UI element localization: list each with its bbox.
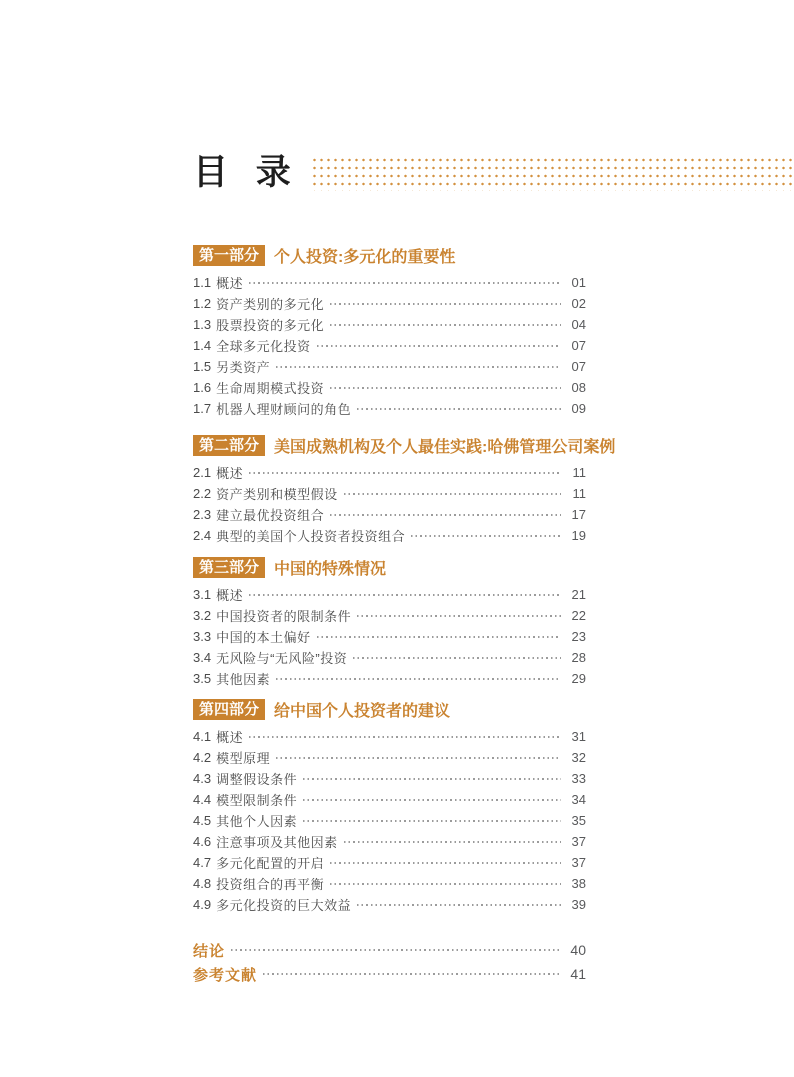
toc-entry[interactable] (193, 272, 586, 293)
toc-entry[interactable] (193, 668, 586, 689)
entry-number: 4.6 (193, 834, 212, 849)
toc-entry[interactable] (193, 377, 586, 398)
toc-entry[interactable] (193, 768, 586, 789)
dot-leader (276, 366, 561, 368)
dot-leader (276, 678, 561, 680)
entry-label: 中国的本土偏好 (216, 630, 311, 645)
section-1-part-chip: 第一部分 (193, 245, 265, 266)
entry-label: 典型的美国个人投资者投资组合 (216, 529, 406, 544)
entry-label: 全球多元化投资 (216, 339, 311, 354)
entry-page: 21 (571, 587, 586, 602)
entry-label: 资产类别的多元化 (216, 297, 325, 312)
entry-page: 19 (571, 528, 586, 543)
entry-page: 01 (571, 275, 586, 290)
entry-number: 3.4 (193, 650, 212, 665)
entry-page: 22 (571, 608, 586, 623)
dot-leader (357, 408, 561, 410)
dot-leader (357, 904, 561, 906)
dot-leader (231, 949, 561, 951)
section-4-part-chip: 第四部分 (193, 699, 265, 720)
entry-label: 中国投资者的限制条件 (216, 609, 352, 624)
toc-entry[interactable] (193, 747, 586, 768)
section-3-title: 中国的特殊情况 (274, 561, 387, 578)
entry-label: 其他个人因素 (216, 814, 298, 829)
toc-entry[interactable] (193, 462, 586, 483)
entry-page: 11 (572, 465, 586, 480)
section-2-part-chip: 第二部分 (193, 435, 265, 456)
toc-entry[interactable] (193, 398, 586, 419)
entry-label: 资产类别和模型假设 (216, 487, 338, 502)
toc-entry-conclusion[interactable] (193, 938, 586, 962)
entry-label: 多元化配置的开启 (216, 856, 325, 871)
toc-entry[interactable] (193, 504, 586, 525)
entry-page: 34 (571, 792, 586, 807)
section-4-header (193, 699, 586, 720)
toc-entry[interactable] (193, 314, 586, 335)
dot-leader (330, 324, 561, 326)
entry-number: 2.3 (193, 507, 212, 522)
section-3-header (193, 557, 586, 578)
entry-number: 2.4 (193, 528, 212, 543)
toc-entry[interactable] (193, 726, 586, 747)
toc-section-1 (193, 245, 586, 419)
toc-section-4 (193, 699, 586, 915)
entry-number: 1.4 (193, 338, 212, 353)
toc-content (193, 148, 794, 986)
toc-entry[interactable] (193, 626, 586, 647)
dot-leader (249, 282, 561, 284)
toc-entry[interactable] (193, 584, 586, 605)
entry-page: 07 (571, 338, 586, 353)
dot-leader (411, 535, 561, 537)
entry-page: 02 (571, 296, 586, 311)
toc-entry[interactable] (193, 647, 586, 668)
entry-page: 40 (570, 942, 586, 958)
toc-entry-references[interactable] (193, 962, 586, 986)
section-1-header (193, 245, 586, 266)
entry-number: 2.1 (193, 465, 212, 480)
toc-section-3 (193, 557, 586, 689)
entry-number: 3.2 (193, 608, 212, 623)
entry-label: 多元化投资的巨大效益 (216, 898, 352, 913)
toc-entry[interactable] (193, 894, 586, 915)
entry-page: 08 (571, 380, 586, 395)
dot-leader (330, 303, 561, 305)
section-3-part-chip: 第三部分 (193, 557, 265, 578)
entry-label: 模型限制条件 (216, 793, 298, 808)
entry-label: 参考文献 (193, 966, 258, 984)
dot-leader (303, 820, 561, 822)
entry-label: 调整假设条件 (216, 772, 298, 787)
toc-entry[interactable] (193, 852, 586, 873)
entry-number: 1.1 (193, 275, 212, 290)
dot-leader (317, 636, 561, 638)
entry-number: 4.1 (193, 729, 212, 744)
entry-number: 4.4 (193, 792, 212, 807)
entry-label: 投资组合的再平衡 (216, 877, 325, 892)
dot-leader (353, 657, 561, 659)
entry-label: 概述 (216, 588, 244, 603)
entry-number: 3.5 (193, 671, 212, 686)
toc-endmatter (193, 938, 586, 986)
entry-number: 3.1 (193, 587, 212, 602)
dot-leader (344, 493, 561, 495)
entry-label: 概述 (216, 276, 244, 291)
entry-label: 结论 (193, 942, 226, 960)
page-title: 目 录 (193, 152, 300, 192)
entry-page: 07 (571, 359, 586, 374)
entry-number: 4.3 (193, 771, 212, 786)
entry-label: 股票投资的多元化 (216, 318, 325, 333)
entry-page: 33 (571, 771, 586, 786)
entry-label: 其他因素 (216, 672, 271, 687)
entry-number: 4.2 (193, 750, 212, 765)
section-2-title: 美国成熟机构及个人最佳实践:哈佛管理公司案例 (274, 439, 616, 456)
entry-label: 另类资产 (216, 360, 271, 375)
entry-label: 机器人理财顾问的角色 (216, 402, 352, 417)
entry-label: 概述 (216, 466, 244, 481)
dot-leader (249, 472, 561, 474)
entry-page: 35 (571, 813, 586, 828)
toc-entry[interactable] (193, 789, 586, 810)
toc-entry[interactable] (193, 810, 586, 831)
entry-number: 4.7 (193, 855, 212, 870)
toc-section-2 (193, 435, 616, 546)
entry-page: 17 (571, 507, 586, 522)
toc-entry[interactable] (193, 605, 586, 626)
entry-number: 4.5 (193, 813, 212, 828)
entry-number: 1.6 (193, 380, 212, 395)
dot-leader (276, 757, 561, 759)
entry-page: 11 (572, 486, 586, 501)
entry-page: 04 (571, 317, 586, 332)
dot-leader (303, 799, 561, 801)
section-4-title: 给中国个人投资者的建议 (274, 703, 451, 720)
dot-leader (344, 841, 561, 843)
dot-leader (330, 514, 561, 516)
toc-entry[interactable] (193, 335, 586, 356)
section-1-title: 个人投资:多元化的重要性 (274, 249, 456, 266)
toc-entry[interactable] (193, 873, 586, 894)
entry-page: 37 (571, 834, 586, 849)
entry-page: 28 (571, 650, 586, 665)
entry-number: 4.9 (193, 897, 212, 912)
dot-leader (357, 615, 561, 617)
dot-leader (249, 594, 561, 596)
section-2-header (193, 435, 616, 456)
entry-page: 41 (570, 966, 586, 982)
entry-page: 37 (571, 855, 586, 870)
entry-number: 1.3 (193, 317, 212, 332)
dot-leader (330, 883, 561, 885)
entry-number: 2.2 (193, 486, 212, 501)
entry-number: 3.3 (193, 629, 212, 644)
entry-page: 38 (571, 876, 586, 891)
entry-number: 1.5 (193, 359, 212, 374)
dot-leader (303, 778, 561, 780)
entry-label: 建立最优投资组合 (216, 508, 325, 523)
toc-entry[interactable] (193, 831, 586, 852)
entry-label: 概述 (216, 730, 244, 745)
toc-entry[interactable] (193, 525, 586, 546)
toc-entry[interactable] (193, 356, 586, 377)
toc-entry[interactable] (193, 483, 586, 504)
title-row (193, 148, 794, 196)
entry-label: 模型原理 (216, 751, 271, 766)
entry-number: 1.7 (193, 401, 212, 416)
entry-page: 39 (571, 897, 586, 912)
entry-page: 23 (571, 629, 586, 644)
entry-page: 32 (571, 750, 586, 765)
dot-leader (317, 345, 561, 347)
entry-number: 4.8 (193, 876, 212, 891)
dot-leader (330, 862, 561, 864)
entry-label: 注意事项及其他因素 (216, 835, 338, 850)
entry-page: 29 (571, 671, 586, 686)
dot-leader (330, 387, 561, 389)
toc-entry[interactable] (193, 293, 586, 314)
dot-leader (249, 736, 561, 738)
entry-label: 生命周期模式投资 (216, 381, 325, 396)
entry-label: 无风险与“无风险”投资 (216, 651, 348, 666)
entry-page: 09 (571, 401, 586, 416)
entry-page: 31 (571, 729, 586, 744)
dotted-pattern-decoration (310, 154, 794, 191)
entry-number: 1.2 (193, 296, 212, 311)
dot-leader (263, 973, 561, 975)
